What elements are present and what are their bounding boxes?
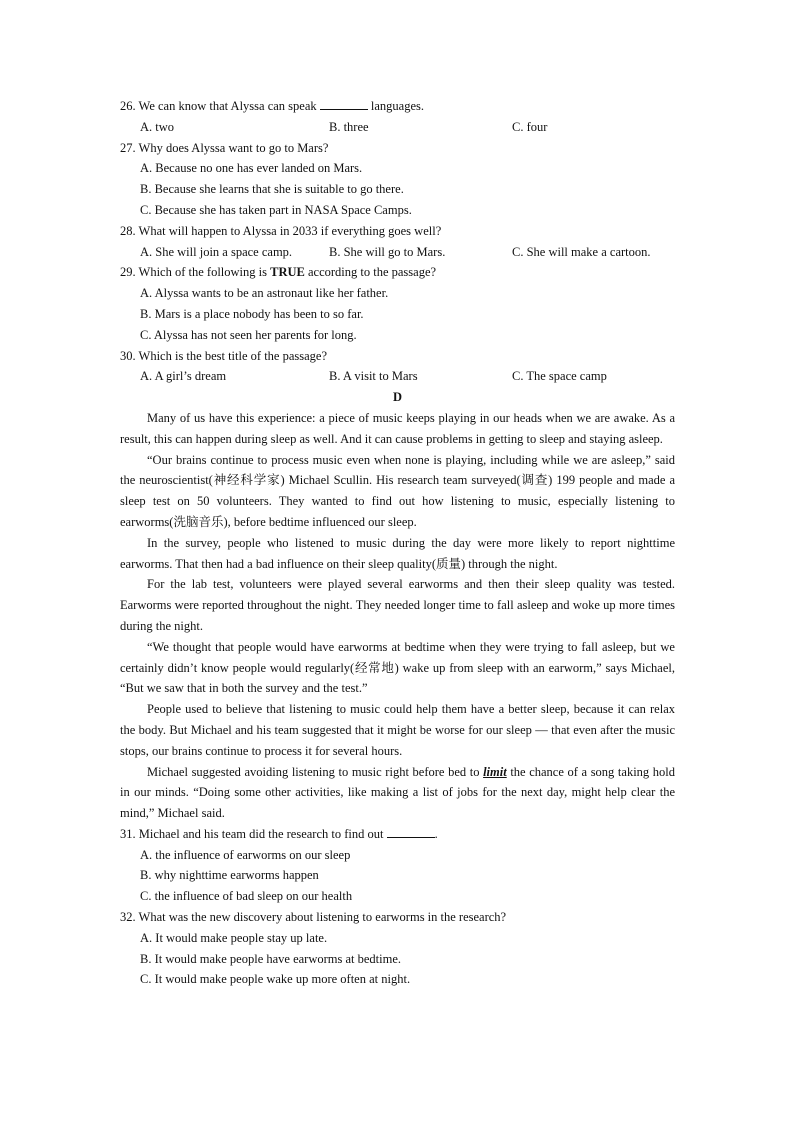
question-28-options <box>140 242 675 263</box>
passage-paragraph: Many of us have this experience: a piece of music keeps playing in our heads when we are awake. As a result, this can happen during sleep as well. And it can cause problems in getting to sleep and staying asleep. <box>120 410 675 446</box>
option-c: C. It would make people wake up more often at night. <box>140 972 411 987</box>
passage-paragraph: For the lab test, volunteers were played several earworms and then their sleep quality was tested. Earworms were reported throughout the night. They needed longer time to fall asleep and woke up more times during the night. <box>120 577 675 633</box>
passage-paragraph: “We thought that people would have earworms at bedtime when they were trying to fall asleep, but we certainly didn’t know people would regularly(经常地) wake up from sleep with an earworm,” says Michael, “But we saw that in both the survey and the test.” <box>120 639 675 696</box>
option-b: B. Because she learns that she is suitable to go there. <box>140 182 404 197</box>
exam-page <box>120 96 675 990</box>
question-32: 32. What was the new discovery about listening to earworms in the research? <box>120 910 507 925</box>
option-b: B. A visit to Mars <box>329 369 418 384</box>
option-a: A. She will join a space camp. <box>140 244 293 259</box>
question-26-options <box>140 117 675 138</box>
question-31: 31. Michael and his team did the research to find out . <box>120 824 675 845</box>
question-30: 30. Which is the best title of the passage? <box>120 348 328 363</box>
answer-blank <box>320 96 368 110</box>
emphasis-true: TRUE <box>270 265 305 280</box>
option-c: C. The space camp <box>512 369 607 384</box>
section-heading-d: D <box>392 390 403 405</box>
question-29: 29. Which of the following is TRUE according to the passage? <box>120 265 437 280</box>
passage-paragraph: In the survey, people who listened to music during the day were more likely to report nighttime earworms. That then had a bad influence on their sleep quality(质量) through the night. <box>120 535 675 571</box>
question-26: 26. We can know that Alyssa can speak languages. <box>120 96 675 117</box>
option-c: C. the influence of bad sleep on our health <box>140 889 353 904</box>
option-b: B. Mars is a place nobody has been to so far. <box>140 306 364 321</box>
option-c: C. Because she has taken part in NASA Space Camps. <box>140 202 412 217</box>
highlighted-word-limit: limit <box>483 764 507 779</box>
option-a: A. the influence of earworms on our sleep <box>140 847 351 862</box>
question-27: 27. Why does Alyssa want to go to Mars? <box>120 140 329 155</box>
option-a: A. It would make people stay up late. <box>140 930 328 945</box>
answer-blank <box>387 824 435 838</box>
passage-paragraph: “Our brains continue to process music even when none is playing, including while we are asleep,” said the neuroscientist(神经科学家) Michael Scullin. His research team surveyed(调查) 199 people and made a sleep test on 50 volunteers. They wanted to find out how listening to music, especially listening to earworms(洗脑音乐), before bedtime influenced our sleep. <box>120 452 675 529</box>
option-b: B. why nighttime earworms happen <box>140 868 319 883</box>
question-28: 28. What will happen to Alyssa in 2033 if everything goes well? <box>120 223 442 238</box>
option-b: B. three <box>329 119 369 134</box>
option-a: A. A girl’s dream <box>140 369 227 384</box>
option-c: C. Alyssa has not seen her parents for long. <box>140 327 357 342</box>
option-a: A. two <box>140 119 175 134</box>
option-b: B. She will go to Mars. <box>329 244 446 259</box>
passage-paragraph: Michael suggested avoiding listening to music right before bed to limit the chance of a song taking hold in our minds. “Doing some other activities, like making a list of jobs for the next day, might help clear the mind,” Michael said. <box>120 764 675 821</box>
option-a: A. Alyssa wants to be an astronaut like her father. <box>140 286 389 301</box>
option-a: A. Because no one has ever landed on Mars. <box>140 161 363 176</box>
option-c: C. She will make a cartoon. <box>512 244 651 259</box>
option-c: C. four <box>512 119 548 134</box>
option-b: B. It would make people have earworms at bedtime. <box>140 951 402 966</box>
question-30-options <box>140 366 675 387</box>
passage-paragraph: People used to believe that listening to music could help them have a better sleep, because it can relax the body. But Michael and his team suggested that it might be worse for our sleep — that even after the music stops, our brains continue to process it for several hours. <box>120 702 675 758</box>
